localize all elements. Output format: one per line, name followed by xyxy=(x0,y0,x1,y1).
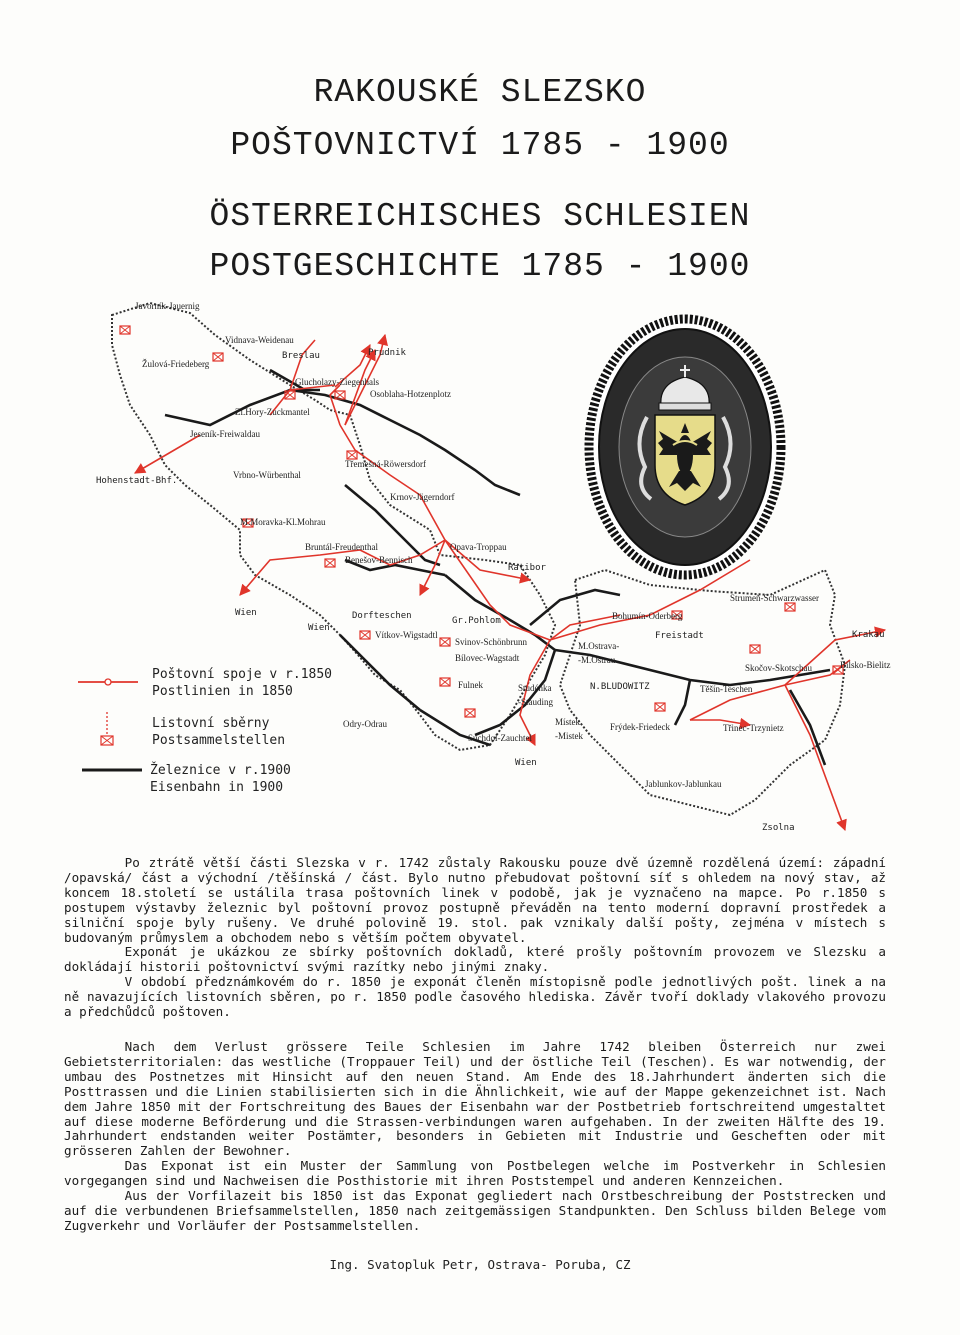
place-breslau: Breslau xyxy=(282,351,320,361)
paragraph-de-3: Aus der Vorfilazeit bis 1850 ist das Exponat gegliedert nach Orstbeschreibung der Poststrecken und auf die verbundenen Briefsammelstellen, 1850 nach zeitgemässigen Standpunkten. Den Schluss bilden Belege vom Zugverkehr und Vorläufer der Postsammelstellen. xyxy=(64,1188,886,1233)
place-opava: Opava-Troppau xyxy=(450,542,507,552)
legend-post-lines xyxy=(152,666,332,700)
place-zlhory: Zl.Hory-Zuckmantel xyxy=(235,407,310,417)
place-trinec: Třinec-Trzynietz xyxy=(723,723,784,733)
legend-rail-de: Eisenbahn in 1900 xyxy=(150,780,284,795)
place-suchdol: Suchdol-Zauchtel xyxy=(468,733,532,743)
paragraph-de-2: Das Exponat ist ein Muster der Sammlung von Postbelegen welche im Postverkehr in Schlesien vorgegangen sind und Nachweisen die Posthistorie mit ihren Poststempel und anderen Kennzeichen. xyxy=(64,1158,886,1189)
place-zulova: Žulová-Friedeberg xyxy=(142,359,210,369)
place-freistadt: Freistadt xyxy=(655,631,704,641)
legend-railway-symbol xyxy=(80,764,144,776)
place-tremesna: Třemešná-Röwersdorf xyxy=(345,459,426,469)
place-bilovec: Bílovec-Wagstadt xyxy=(455,653,520,663)
text-czech xyxy=(64,856,886,1020)
place-hohenstadt: Hohenstadt-Bhf. xyxy=(96,476,178,486)
place-mistek: Místek xyxy=(555,717,581,727)
place-odry: Odry-Odrau xyxy=(343,719,387,729)
place-tesin: Těšín-Teschen xyxy=(700,684,753,694)
paragraph-cz-3: V období předznámkovém do r. 1850 je exponát členěn místopisně podle jednotlivých pošt. linek a na ně navazujících listovních sběren, po r. 1850 podle časového hlediska. Závěr tvoří doklady vlakového provozu a předchůdců poštoven. xyxy=(64,974,886,1020)
legend-collection-symbol xyxy=(95,712,119,748)
legend-rail-cz: Železnice v r.1900 xyxy=(150,763,291,778)
place-bohumin: Bohumín-Oderberg xyxy=(612,611,683,621)
place-benesov: Benešov-Bennisch xyxy=(345,555,413,565)
place-mmoravka: M.Moravka-Kl.Mohrau xyxy=(240,517,326,527)
legend-post-de: Postlinien in 1850 xyxy=(152,684,293,699)
place-vrbno: Vrbno-Würbenthal xyxy=(233,470,301,480)
place-mistek-2: -Mistek xyxy=(555,731,583,741)
paragraph-cz-1: Po ztrátě větší části Slezska v r. 1742 zůstaly Rakousku pouze dvě územně rozdělená území: západní /opavská/ část a východní /těšínská / část. Bylo nutno přebudovat poštovní síť s ohledem na nový stav, až koncem 18.století se ustálila trasa poštovních linek v podobě, jak je vyznačeno na mapce. Po r.1850 s postupem výstavby železnic byl poštovní provoz postupně převáděn na tento moderní dopravní prostředek a silniční spoje byly rušeny. Ve druhé polovině 19. stol. pak vznikaly další pošty, zejména v místech s budovaným průmyslem a obchodem nebo s větším počtem obyvatel. xyxy=(64,855,886,945)
legend-collect-de: Postsammelstellen xyxy=(152,733,286,748)
place-krakau: Krakau xyxy=(852,630,885,640)
text-german xyxy=(64,1040,886,1234)
place-wien-1: Wien xyxy=(235,608,257,618)
place-wien-2: Wien xyxy=(308,623,330,633)
coat-of-arms-emblem xyxy=(589,319,781,575)
place-vitkov: Vítkov-Wigstadtl xyxy=(375,630,438,640)
legend-post-cz: Poštovní spoje v r.1850 xyxy=(152,667,333,682)
place-grpohlom: Gr.Pohlom xyxy=(452,616,501,626)
title-de-line2: POSTGESCHICHTE 1785 - 1900 xyxy=(209,248,751,285)
place-osoblaha: Osoblaha-Hotzenplotz xyxy=(370,389,451,399)
title-cz-line1: RAKOUSKÉ SLEZSKO xyxy=(313,74,647,111)
place-jablunkov: Jablunkov-Jablunkau xyxy=(645,779,722,789)
place-strumen: Strumeň-Schwarzwasser xyxy=(730,593,819,603)
legend-railways xyxy=(150,762,291,796)
place-frydek: Frýdek-Friedeck xyxy=(610,722,670,732)
place-zsolna: Zsolna xyxy=(762,823,795,833)
place-studenka: Studénka xyxy=(518,683,552,693)
legend-collection-points xyxy=(152,715,285,749)
paragraph-de-1: Nach dem Verlust grössere Teile Schlesien im Jahre 1742 bleiben Österreich nur zwei Gebietsterritorialen: das westliche (Troppauer Teil) und der östliche Teil (Teschen). Es war notwendig, der umbau des Postnetzes mit Hinsicht auf den neuen Stand. Am Ende des 18.Jahrhundert änderten sich die Posttrassen und die Linien stabilisierten sich in die Ähnlichkeit, wie auf der Mappe gekenzeichnet ist. Nach dem Jahre 1850 mit der Fortschreitung des Baues der Eisenbahn war der Postbetrieb fortschreitend umgestaltet auf diese moderne Beförderung und die Strassen-verbindungen waren aufgehaben. In der zweiten Hälfte des 19. Jahrhundert endstanden weiter Postämter, besonders in Gebieten mit Industrie und Gescheften oder mit grösseren Zahlen der Bewohner. xyxy=(64,1039,886,1159)
author-signature: Ing. Svatopluk Petr, Ostrava- Poruba, CZ xyxy=(329,1257,631,1272)
place-svinov: Svinov-Schönbrunn xyxy=(455,637,527,647)
place-javornik: Javorník-Jauernig xyxy=(135,301,200,311)
place-prudnik: Prudnik xyxy=(368,348,406,358)
place-skocov: Skočov-Skotschau xyxy=(745,663,812,673)
place-krnov: Krnov-Jägerndorf xyxy=(390,492,455,502)
place-ratibor: Ratibor xyxy=(508,563,546,573)
legend-collect-cz: Listovní sběrny xyxy=(152,716,270,731)
place-fulnek: Fulnek xyxy=(458,680,484,690)
place-stauding: -Stauding xyxy=(518,697,553,707)
legend-post-line-symbol xyxy=(76,672,140,692)
title-de-line1: ÖSTERREICHISCHES SCHLESIEN xyxy=(209,198,751,235)
place-wien-3: Wien xyxy=(515,758,537,768)
place-dorfteschen: Dorfteschen xyxy=(352,611,412,621)
place-vidnava: Vidnava-Weidenau xyxy=(225,335,294,345)
title-cz-line2: POŠTOVNICTVÍ 1785 - 1900 xyxy=(230,127,730,164)
place-bruntal: Bruntál-Freudenthal xyxy=(305,542,378,552)
paragraph-cz-2: Exponát je ukázkou ze sbírky poštovních dokladů, které prošly poštovním provozem ve Slezsku a dokládají historii poštovnictví svými razítky nebo jinými znaky. xyxy=(64,944,886,975)
place-glucholazy: Glucholazy-Ziegenhals xyxy=(295,377,379,387)
place-nbludowitz: N.BLUDOWITZ xyxy=(590,682,650,692)
place-bielsko: Bilsko-Bielitz xyxy=(840,660,891,670)
place-mostrava: M.Ostrava- xyxy=(578,641,620,651)
place-jesenik: Jeseník-Freiwaldau xyxy=(190,429,260,439)
place-mostrau: -M.Ostrau xyxy=(578,655,616,665)
postal-map xyxy=(90,295,960,840)
